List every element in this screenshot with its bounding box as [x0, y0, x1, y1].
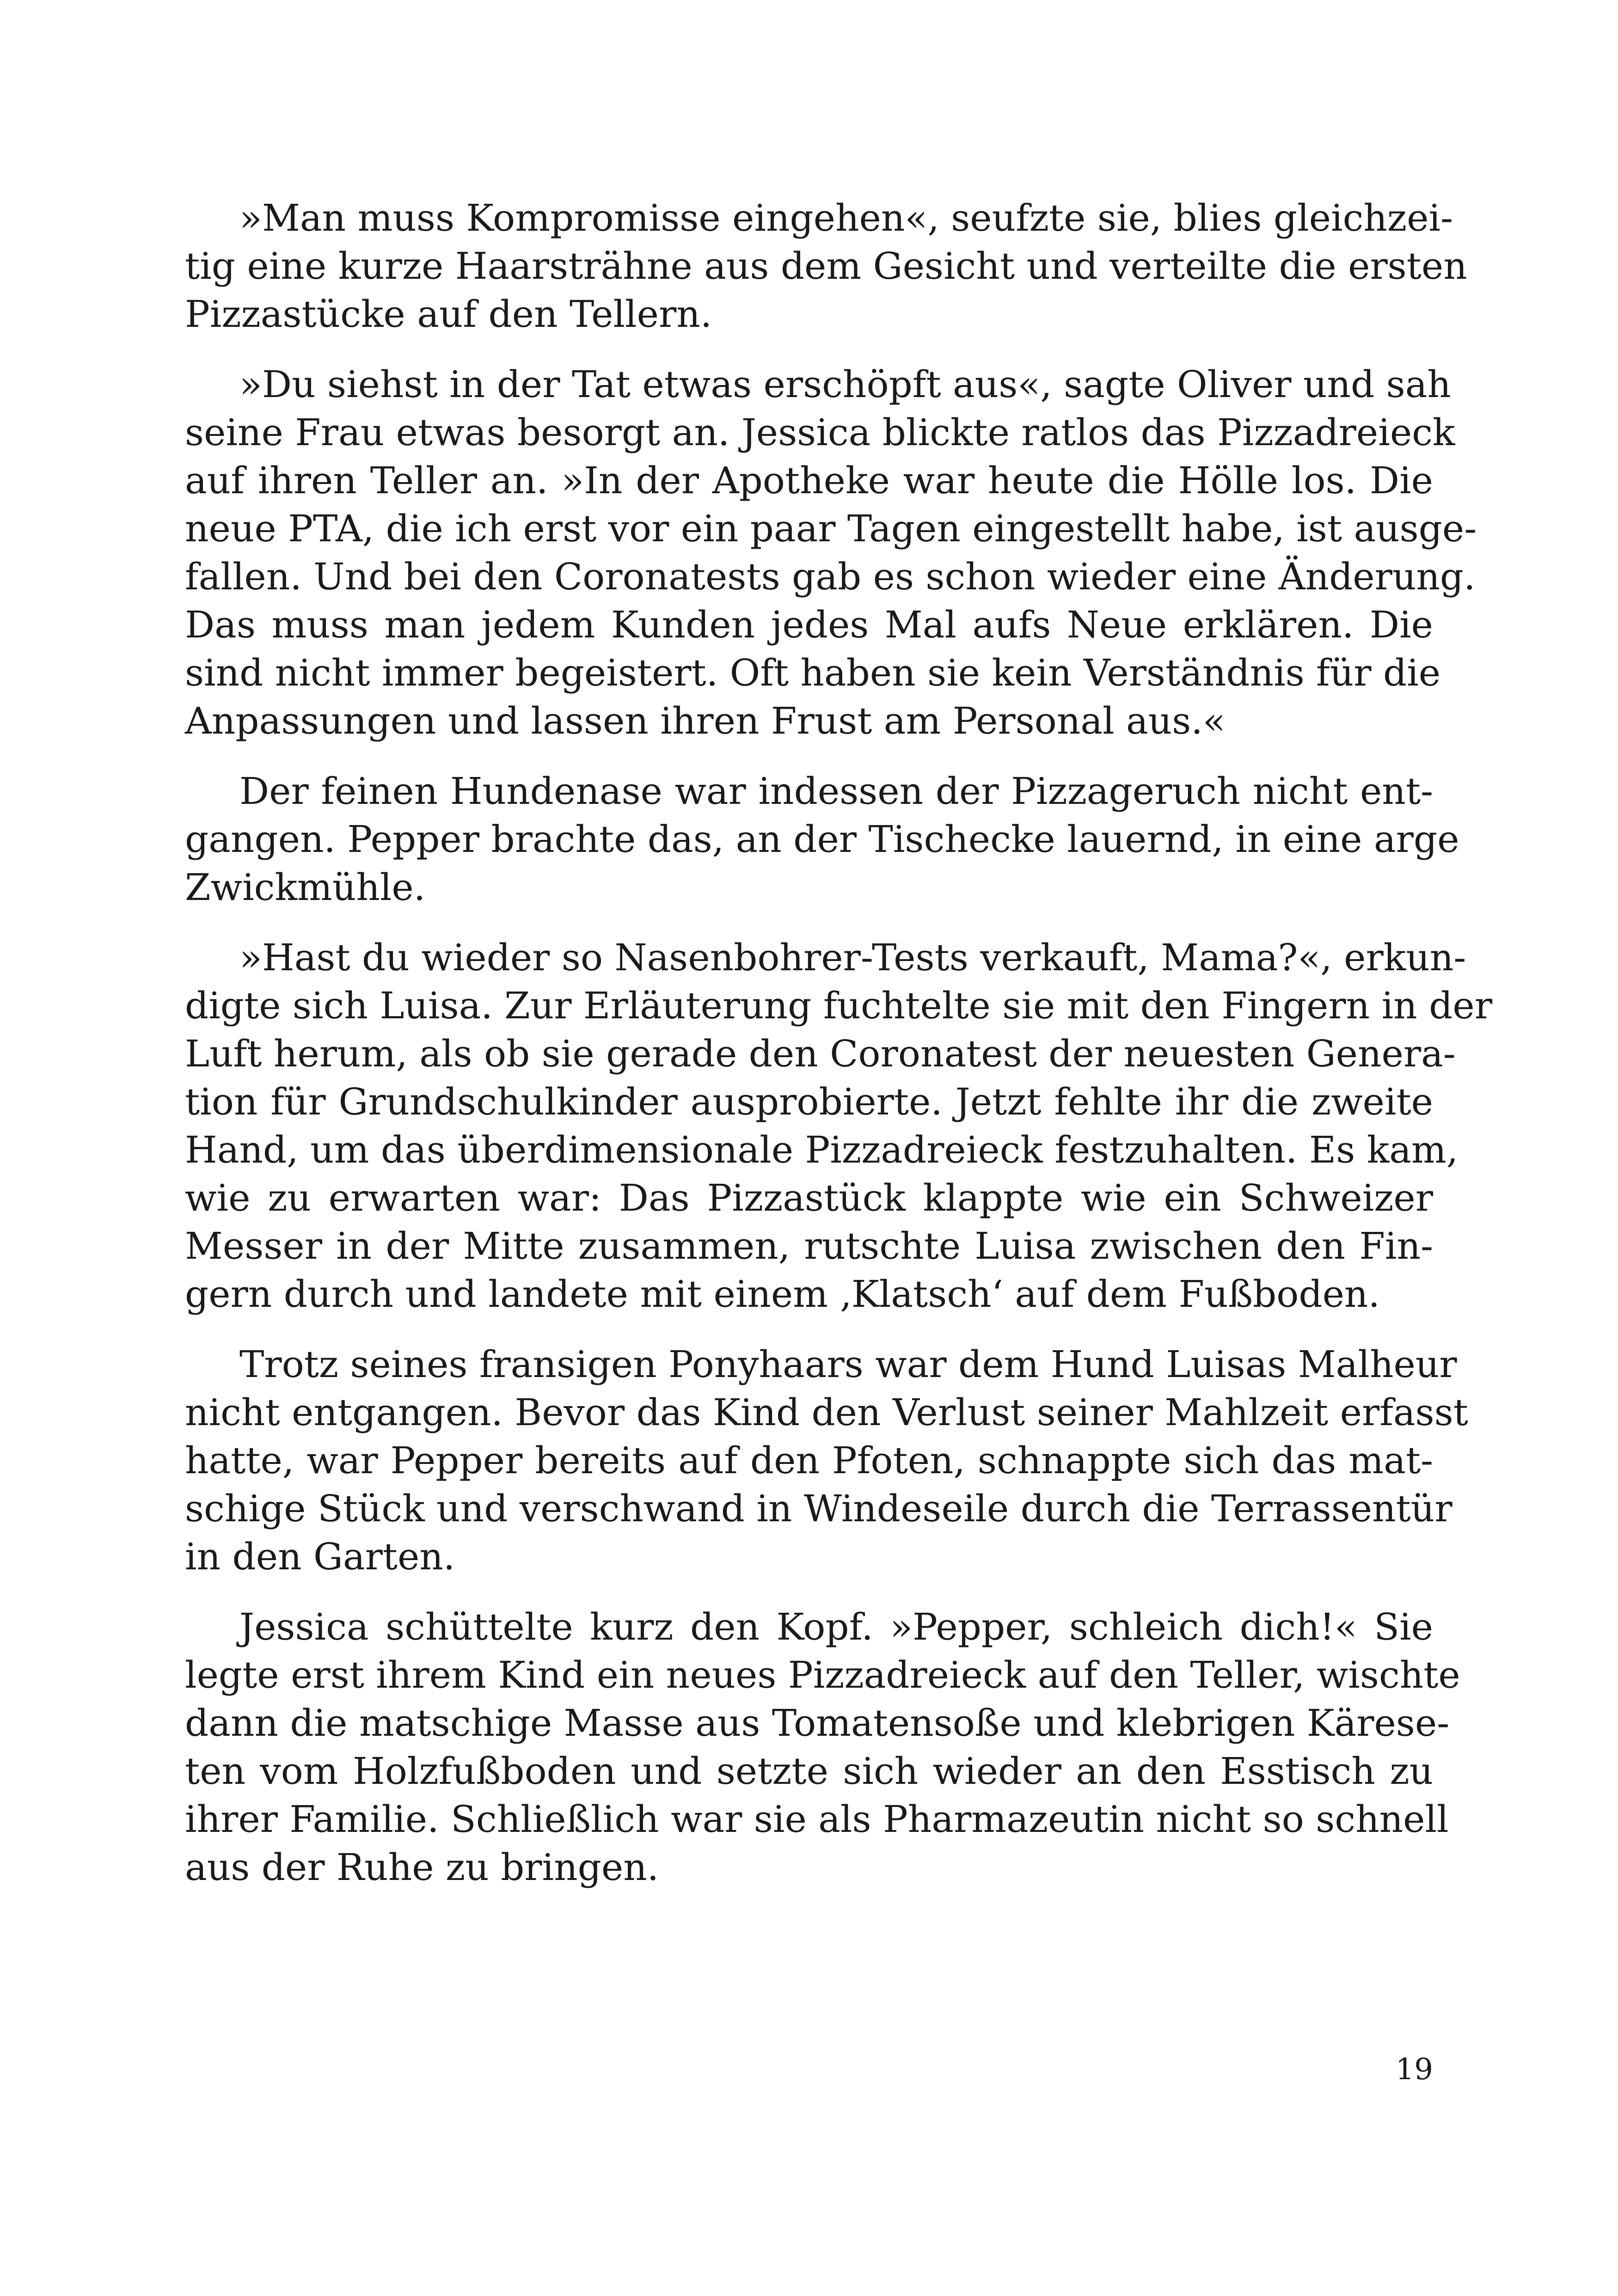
text-line: Pizzastücke auf den Tellern.: [185, 293, 712, 336]
paragraph: [185, 1341, 1468, 1581]
paragraph: [185, 361, 1477, 745]
text-line: Luft herum, als ob sie gerade den Coronatest der neuesten Genera-: [185, 1032, 1456, 1075]
text-line: Trotz seines fransigen Ponyhaars war dem Hund Luisas Malheur: [239, 1343, 1457, 1386]
text-line: wie zu erwarten war: Das Pizzastück klappte wie ein Schweizer: [185, 1176, 1433, 1219]
text-line: nicht entgangen. Bevor das Kind den Verlust seiner Mahlzeit erfasst: [185, 1391, 1468, 1434]
paragraphs: [185, 194, 1492, 1892]
text-line: »Man muss Kompromisse eingehen«, seufzte sie, blies gleichzei-: [239, 196, 1453, 239]
text-line: Hand, um das überdimensionale Pizzadreieck festzuhalten. Es kam,: [185, 1128, 1459, 1171]
text-line: neue PTA, die ich erst vor ein paar Tagen eingestellt habe, ist ausge-: [185, 507, 1477, 550]
text-line: Das muss man jedem Kunden jedes Mal aufs Neue erklären. Die: [185, 603, 1433, 646]
text-line: sind nicht immer begeistert. Oft haben sie kein Verständnis für die: [185, 651, 1441, 694]
text-line: tig eine kurze Haarsträhne aus dem Gesicht und verteilte die ersten: [185, 245, 1467, 288]
text-line: Zwickmühle.: [185, 866, 426, 909]
text-line: digte sich Luisa. Zur Erläuterung fuchtelte sie mit den Fingern in der: [185, 984, 1492, 1027]
text-line: schige Stück und verschwand in Windeseile durch die Terrassentür: [185, 1487, 1453, 1530]
page-number: 19: [1395, 2052, 1433, 2087]
text-line: ihrer Familie. Schließlich war sie als Pharmazeutin nicht so schnell: [185, 1798, 1449, 1841]
text-line: Jessica schüttelte kurz den Kopf. »Pepper, schleich dich!« Sie: [239, 1605, 1433, 1648]
text-line: »Du siehst in der Tat etwas erschöpft aus«, sagte Oliver und sah: [239, 363, 1451, 406]
text-line: ten vom Holzfußboden und setzte sich wieder an den Esstisch zu: [185, 1750, 1433, 1793]
paragraph: [185, 934, 1492, 1318]
text-line: hatte, war Pepper bereits auf den Pfoten, schnappte sich das mat-: [185, 1439, 1433, 1482]
text-line: seine Frau etwas besorgt an. Jessica blickte ratlos das Pizzadreieck: [185, 411, 1455, 454]
text-line: gangen. Pepper brachte das, an der Tischecke lauernd, in eine arge: [185, 818, 1459, 861]
text-line: dann die matschige Masse aus Tomatensoße und klebrigen Kärese-: [185, 1702, 1450, 1745]
text-line: Der feinen Hundenase war indessen der Pizzageruch nicht ent-: [239, 770, 1433, 813]
text-line: aus der Ruhe zu bringen.: [185, 1846, 659, 1889]
text-line: »Hast du wieder so Nasenbohrer-Tests verkauft, Mama?«, erkun-: [239, 936, 1466, 979]
text-line: legte erst ihrem Kind ein neues Pizzadreieck auf den Teller, wischte: [185, 1653, 1460, 1696]
text-line: Anpassungen und lassen ihren Frust am Personal aus.«: [185, 699, 1226, 742]
paragraph: [185, 1603, 1460, 1892]
paragraph: [185, 194, 1467, 338]
text-line: fallen. Und bei den Coronatests gab es schon wieder eine Änderung.: [185, 555, 1476, 598]
book-page-text: [185, 194, 1492, 1914]
text-line: Messer in der Mitte zusammen, rutschte Luisa zwischen den Fin-: [185, 1225, 1433, 1267]
text-line: in den Garten.: [185, 1535, 455, 1578]
text-line: auf ihren Teller an. »In der Apotheke war heute die Hölle los. Die: [185, 459, 1433, 502]
paragraph: [185, 767, 1459, 912]
text-line: tion für Grundschulkinder ausprobierte. Jetzt fehlte ihr die zweite: [185, 1080, 1433, 1123]
text-line: gern durch und landete mit einem ‚Klatsch‘ auf dem Fußboden.: [185, 1273, 1380, 1316]
